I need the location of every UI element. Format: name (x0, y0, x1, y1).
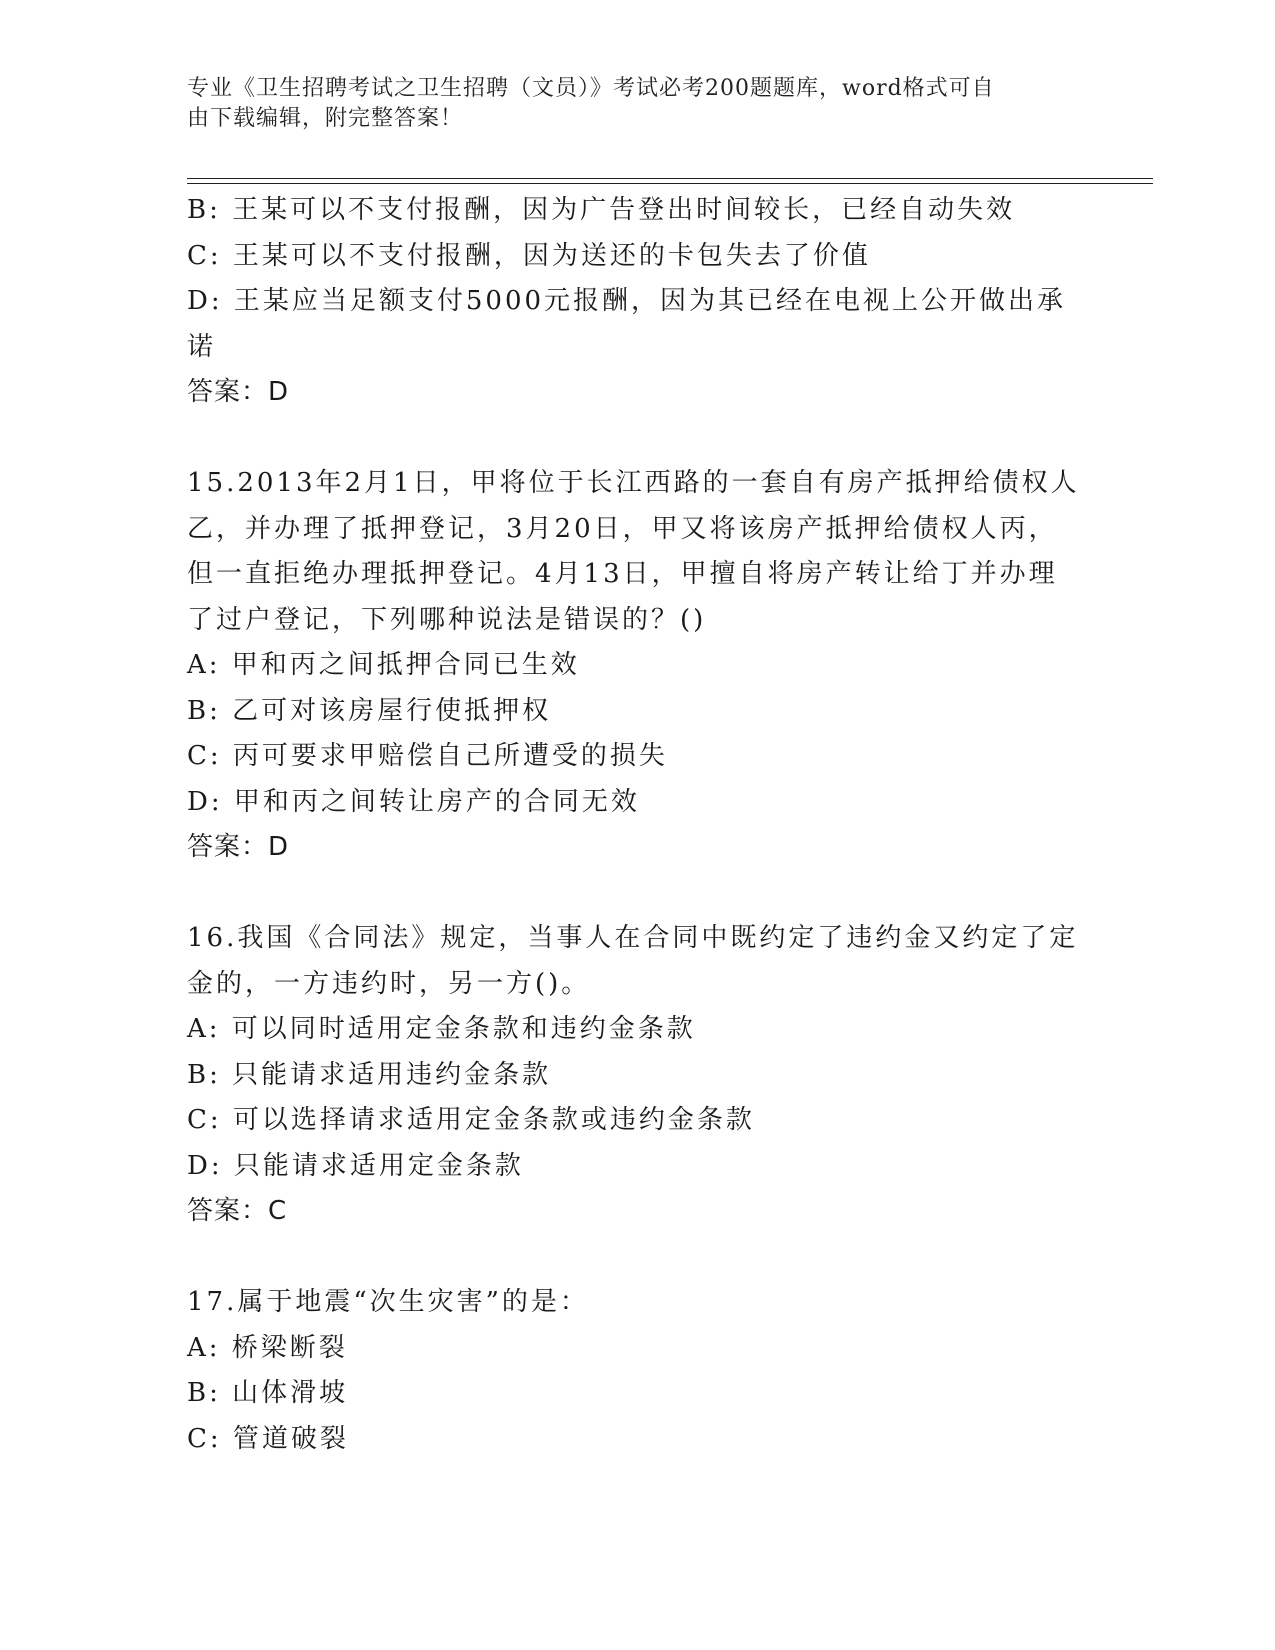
q15-answer: 答案：D (187, 832, 290, 862)
q16-option-b: B: 只能请求适用违约金条款 (187, 1059, 552, 1090)
spacer (187, 1235, 1087, 1281)
q14-option-c: C: 王某可以不支付报酬，因为送还的卡包失去了价值 (187, 240, 871, 271)
question-list (187, 188, 1087, 1462)
q15-stem-line-1: 15.2013年2月1日，甲将位于长江西路的一套自有房产抵押给债权人 (187, 468, 1080, 498)
question-16 (187, 916, 1087, 1235)
q14-answer: 答案：D (187, 377, 290, 407)
question-15 (187, 461, 1087, 871)
q15-stem-line-3: 但一直拒绝办理抵押登记。4月13日，甲擅自将房产转让给丁并办理 (187, 559, 1058, 589)
question-17 (187, 1280, 1087, 1462)
header-divider-top (187, 178, 1153, 179)
q14-option-d-line-2: 诺 (187, 331, 217, 362)
document-header (187, 74, 1067, 134)
q15-option-d: D: 甲和丙之间转让房产的合同无效 (187, 786, 640, 817)
q15-stem-line-4: 了过户登记，下列哪种说法是错误的？() (187, 604, 707, 635)
q16-option-d: D: 只能请求适用定金条款 (187, 1150, 524, 1181)
header-line-2: 由下载编辑，附完整答案！ (187, 106, 464, 131)
q15-option-b: B: 乙可对该房屋行使抵押权 (187, 695, 552, 726)
q17-option-a: A: 桥梁断裂 (187, 1332, 348, 1363)
q16-option-a: A: 可以同时适用定金条款和违约金条款 (187, 1014, 696, 1044)
q17-option-b: B: 山体滑坡 (187, 1378, 349, 1408)
spacer (187, 871, 1087, 917)
header-line-1: 专业《卫生招聘考试之卫生招聘（文员）》考试必考200题题库，word格式可自 (187, 76, 995, 101)
q15-option-c: C: 丙可要求甲赔偿自己所遭受的损失 (187, 741, 668, 771)
q16-answer: 答案：C (187, 1196, 288, 1226)
q15-stem-line-2: 乙，并办理了抵押登记，3月20日，甲又将该房产抵押给债权人丙， (187, 513, 1058, 544)
q15-option-a: A: 甲和丙之间抵押合同已生效 (187, 650, 580, 680)
q17-stem-line-1: 17.属于地震“次生灾害”的是： (187, 1287, 589, 1317)
q14-option-d-line-1: D: 王某应当足额支付5000元报酬，因为其已经在电视上公开做出承 (187, 286, 1067, 316)
q16-option-c: C: 可以选择请求适用定金条款或违约金条款 (187, 1105, 755, 1135)
question-14 (187, 188, 1087, 416)
q17-option-c: C: 管道破裂 (187, 1423, 349, 1454)
q14-option-b: B: 王某可以不支付报酬，因为广告登出时间较长，已经自动失效 (187, 195, 1016, 225)
spacer (187, 416, 1087, 462)
q16-stem-line-2: 金的，一方违约时，另一方()。 (187, 968, 591, 999)
header-divider-bottom (187, 183, 1153, 184)
q16-stem-line-1: 16.我国《合同法》规定，当事人在合同中既约定了违约金又约定了定 (187, 923, 1079, 953)
